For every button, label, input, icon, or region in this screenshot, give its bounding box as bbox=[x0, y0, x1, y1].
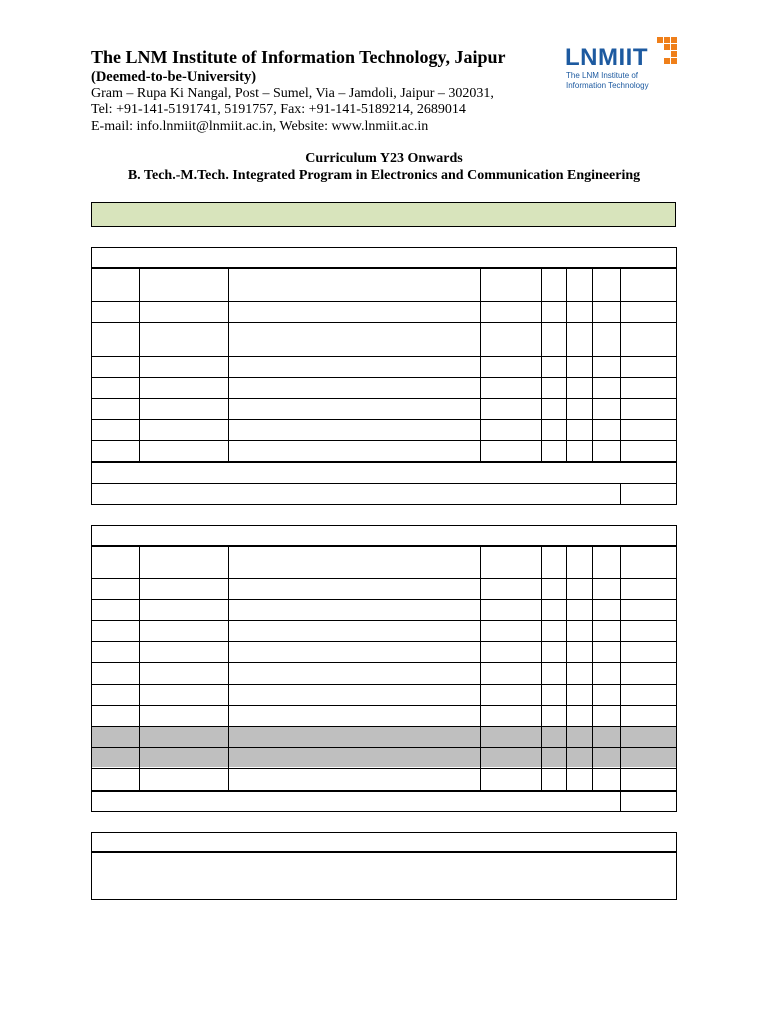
institute-address: Gram – Rupa Ki Nangal, Post – Sumel, Via – Jamdoli, Jaipur – 302031, bbox=[91, 86, 494, 101]
semester-band bbox=[91, 202, 676, 227]
lnmiit-logo bbox=[565, 37, 680, 93]
deemed-university-label: (Deemed-to-be-University) bbox=[91, 69, 257, 85]
program-title: B. Tech.-M.Tech. Integrated Program in Electronics and Communication Engineering bbox=[127, 168, 641, 183]
logo-subtitle bbox=[566, 71, 649, 91]
logo-subtitle-line1: The LNM Institute of bbox=[566, 71, 639, 80]
logo-subtitle-line2: Information Technology bbox=[566, 81, 649, 90]
institute-email: E-mail: info.lnmiit@lnmiit.ac.in, Website: www.lnmiit.ac.in bbox=[91, 118, 429, 134]
institute-header bbox=[91, 46, 506, 135]
institute-phone: Tel: +91-141-5191741, 5191757, Fax: +91-141-5189214, 2689014 bbox=[91, 102, 466, 118]
curriculum-title: Curriculum Y23 Onwards bbox=[305, 151, 463, 166]
logo-wordmark: LNMIIT bbox=[565, 44, 648, 71]
institute-name: The LNM Institute of Information Technology, Jaipur bbox=[91, 47, 506, 67]
